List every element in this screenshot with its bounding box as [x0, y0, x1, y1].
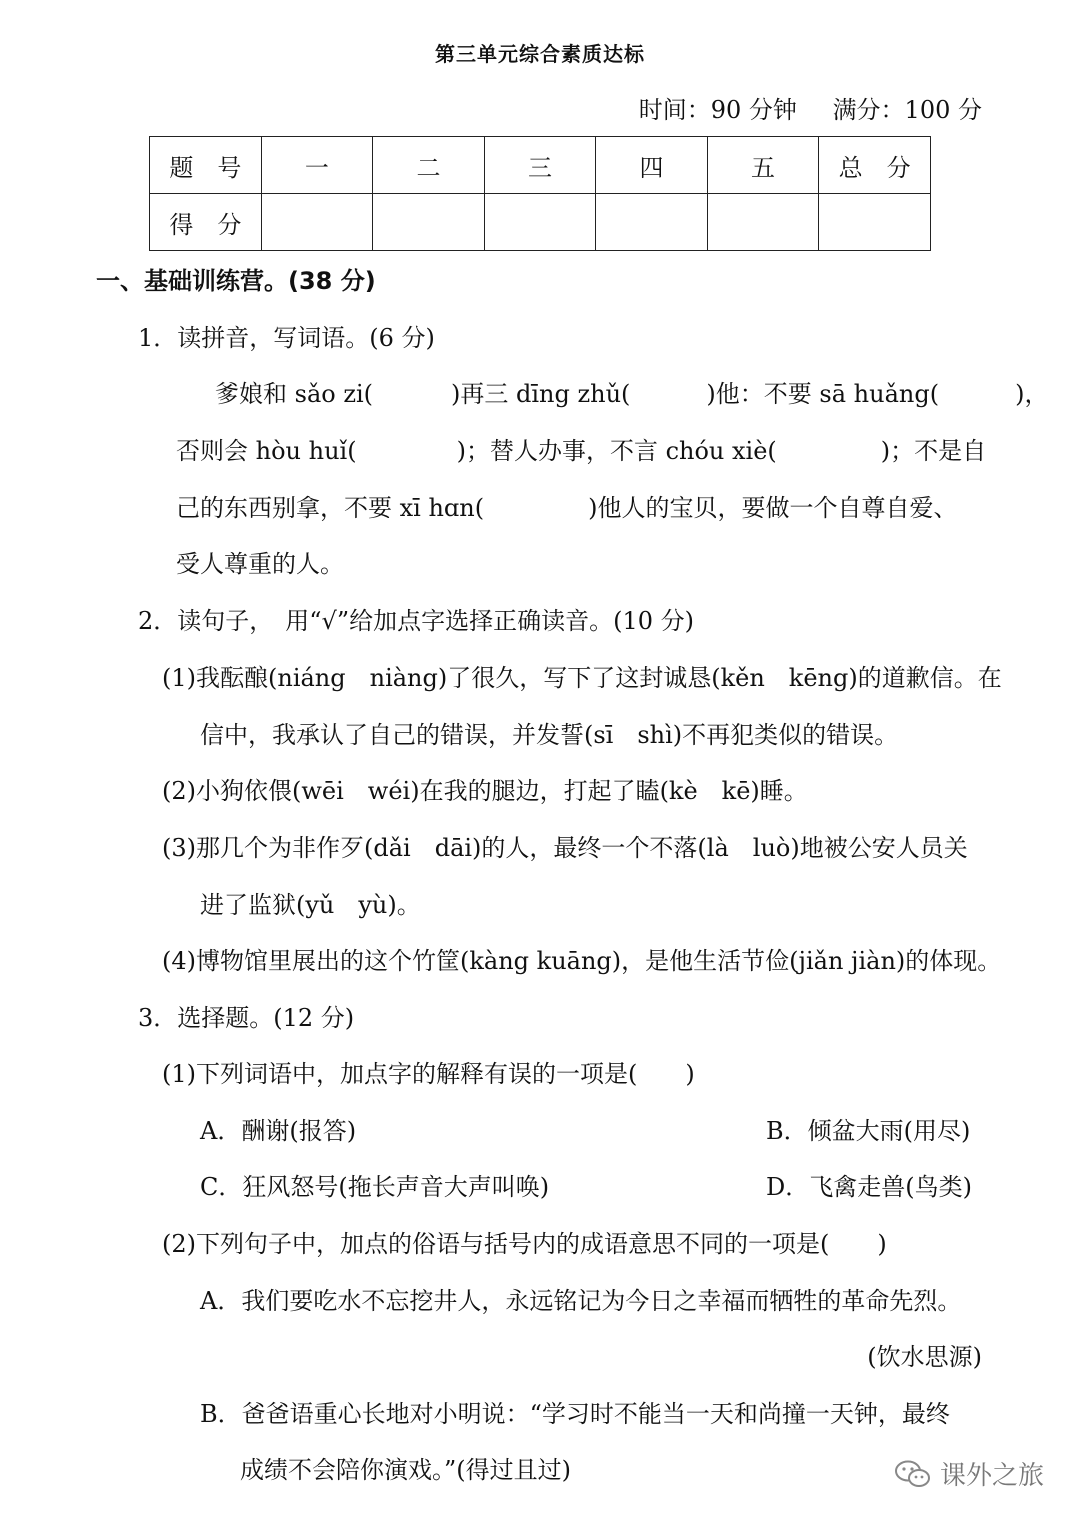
q1-segment: )他：不要 sā huǎng( [706, 380, 940, 408]
q1-segment: )他人的宝贝，要做一个自尊自爱、 [588, 494, 958, 522]
time-limit: 时间：90 分钟 [638, 96, 797, 124]
q2-sentence-3-cont: 进了监狱(yǔ yù)。 [200, 891, 421, 919]
score-header-cell: 四 [596, 137, 708, 194]
q3-part-2-stem: (2)下列句子中，加点的俗语与括号内的成语意思不同的一项是( ) [162, 1230, 887, 1258]
q3-p1-option-b[interactable]: B．倾盆大雨(用尽) [766, 1117, 971, 1145]
q3-p2-option-b[interactable]: B．爸爸语重心长地对小明说：“学习时不能当一天和尚撞一天钟，最终 [200, 1400, 950, 1428]
q3-p1-option-d[interactable]: D．飞禽走兽(鸟类) [766, 1173, 972, 1201]
full-score: 满分：100 分 [832, 96, 982, 124]
score-header-cell: 一 [261, 137, 373, 194]
q1-line-3 [176, 492, 957, 524]
score-header-cell: 五 [707, 137, 819, 194]
q1-segment: )再三 dīng zhǔ( [451, 380, 631, 408]
q1-segment: 否则会 hòu huǐ( [176, 437, 357, 465]
watermark [894, 1455, 1044, 1492]
score-header-cell: 总 分 [819, 137, 931, 194]
q1-line-4: 受人尊重的人。 [176, 550, 344, 578]
score-header-cell: 二 [373, 137, 485, 194]
wechat-icon [894, 1459, 932, 1489]
q3-p2-option-b-cont: 成绩不会陪你演戏。”(得过且过) [240, 1456, 571, 1484]
score-cell [596, 194, 708, 251]
q1-line-1 [215, 378, 1048, 410]
question-1-stem: 1．读拼音，写词语。(6 分) [138, 324, 435, 352]
question-2-stem: 2．读句子， 用“√”给加点字选择正确读音。(10 分) [138, 607, 694, 635]
score-cell [819, 194, 931, 251]
q1-segment: 爹娘和 sǎo zi( [215, 380, 374, 408]
q1-segment: )；替人办事，不言 chóu xiè( [456, 437, 777, 465]
score-cell [373, 194, 485, 251]
score-table-header-row [150, 137, 931, 194]
score-header-cell: 题 号 [150, 137, 262, 194]
score-table-score-row [150, 194, 931, 251]
page-title: 第三单元综合素质达标 [435, 42, 645, 66]
q1-segment: )， [1015, 380, 1049, 408]
q1-line-2 [176, 435, 986, 467]
q3-p2-option-a-idiom: (饮水思源) [867, 1343, 982, 1371]
q2-sentence-2: (2)小狗依偎(wēi wéi)在我的腿边，打起了瞌(kè kē)睡。 [162, 777, 808, 805]
q3-p1-option-a[interactable]: A．酬谢(报答) [200, 1117, 357, 1145]
score-row-label: 得 分 [150, 194, 262, 251]
score-header-cell: 三 [484, 137, 596, 194]
exam-meta [611, 90, 982, 125]
q3-p2-option-a[interactable]: A．我们要吃水不忘挖井人，永远铭记为今日之幸福而牺牲的革命先烈。 [200, 1287, 962, 1315]
q1-segment: )；不是自 [880, 437, 987, 465]
question-3-stem: 3．选择题。(12 分) [138, 1004, 355, 1032]
watermark-text: 课外之旅 [939, 1461, 1044, 1491]
score-cell [261, 194, 373, 251]
q2-sentence-3: (3)那几个为非作歹(dǎi dāi)的人，最终一个不落(là luò)地被公安人员关 [162, 834, 968, 862]
q3-p1-option-c[interactable]: C．狂风怒号(拖长声音大声叫唤) [200, 1173, 550, 1201]
score-cell [484, 194, 596, 251]
q3-part-1-stem: (1)下列词语中，加点字的解释有误的一项是( ) [162, 1060, 695, 1088]
q2-sentence-4: (4)博物馆里展出的这个竹筐(kàng kuāng)，是他生活节俭(jiǎn jiàn)的体现。 [162, 947, 1002, 975]
score-cell [707, 194, 819, 251]
q2-sentence-1-cont: 信中，我承认了自己的错误，并发誓(sī shì)不再犯类似的错误。 [200, 721, 899, 749]
q1-segment: 己的东西别拿，不要 xī hɑn( [176, 494, 485, 522]
q2-sentence-1: (1)我酝酿(niáng niàng)了很久，写下了这封诚恳(kěn kēng)的道歉信。在 [162, 664, 1002, 692]
section-heading: 一、基础训练营。(38 分) [96, 267, 376, 295]
score-table [149, 136, 931, 251]
